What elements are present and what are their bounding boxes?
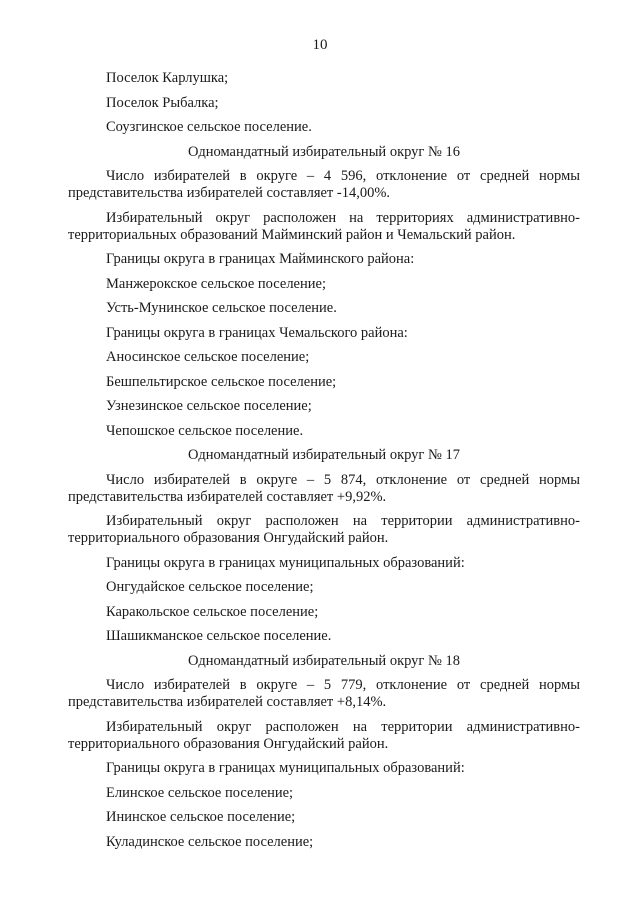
list-item: Шашикманское сельское поселение. <box>106 628 332 644</box>
paragraph: Число избирателей в округе – 5 874, отклонение от средней нормы представительства избирателей составляет +9,92%. <box>68 471 580 505</box>
list-item: Бешпельтирское сельское поселение; <box>106 373 337 390</box>
paragraph: Избирательный округ расположен на территории административно-территориального образования Онгудайский район. <box>68 513 580 546</box>
list-item: Поселок Рыбалка; <box>106 94 219 111</box>
section-heading: Одномандатный избирательный округ № 18 <box>188 652 460 669</box>
list-item: Ининское сельское поселение; <box>106 809 296 825</box>
list-item: Поселок Карлушка; <box>106 70 229 86</box>
section-heading: Одномандатный избирательный округ № 17 <box>188 447 460 463</box>
list-item: Усть-Мунинское сельское поселение. <box>106 300 337 316</box>
list-item: Узнезинское сельское поселение; <box>106 398 312 414</box>
list-item: Аносинское сельское поселение; <box>106 349 310 365</box>
list-item: Границы округа в границах муниципальных образований: <box>106 554 465 571</box>
list-item: Каракольское сельское поселение; <box>106 603 319 620</box>
list-item: Границы округа в границах Майминского района: <box>106 251 415 267</box>
list-item: Границы округа в границах Чемальского района: <box>106 324 408 341</box>
list-item: Куладинское сельское поселение; <box>106 833 314 850</box>
list-item: Соузгинское сельское поселение. <box>106 119 312 135</box>
section-heading: Одномандатный избирательный округ № 16 <box>188 143 460 160</box>
list-item: Манжерокское сельское поселение; <box>106 275 326 292</box>
paragraph: Избирательный округ расположен на территориях административно-территориальных образований Майминский район и Чемальский район. <box>68 209 580 243</box>
page-number: 10 <box>312 37 328 53</box>
list-item: Онгудайское сельское поселение; <box>106 579 314 595</box>
paragraph: Число избирателей в округе – 5 779, отклонение от средней нормы представительства избирателей составляет +8,14%. <box>68 677 580 710</box>
paragraph: Число избирателей в округе – 4 596, отклонение от средней нормы представительства избирателей составляет -14,00%. <box>68 168 580 201</box>
list-item: Границы округа в границах муниципальных образований: <box>106 760 465 776</box>
paragraph: Избирательный округ расположен на территории административно-территориального образования Онгудайский район. <box>68 718 580 752</box>
list-item: Елинское сельское поселение; <box>106 784 294 801</box>
list-item: Чепошское сельское поселение. <box>106 422 304 439</box>
document-body <box>68 70 580 858</box>
